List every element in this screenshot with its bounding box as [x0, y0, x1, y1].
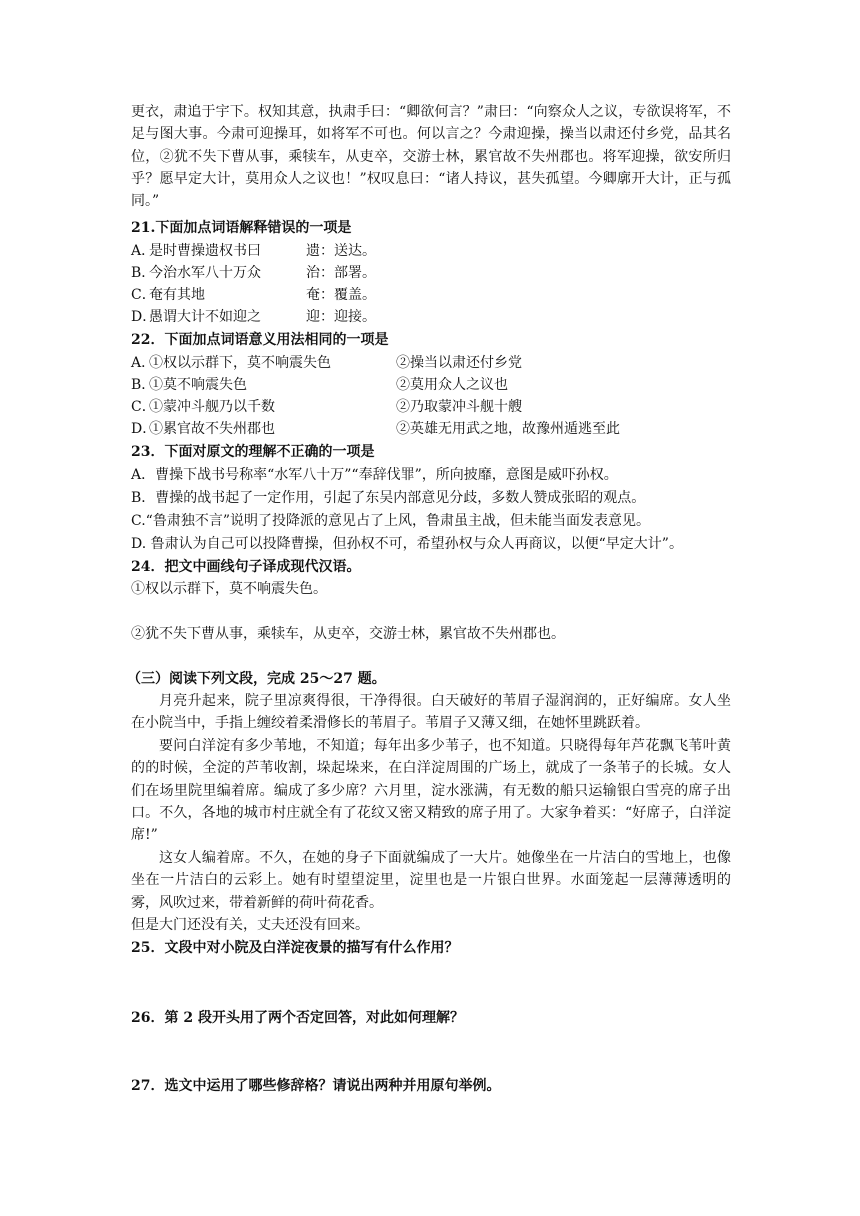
q23-option-c: C.“鲁肃独不言”说明了投降派的意见占了上风，鲁肃虽主战，但未能当面发表意见。 — [131, 513, 650, 529]
option-gloss: 遗：送达。 — [306, 243, 376, 259]
q21-option-b — [131, 262, 376, 284]
option-text: 愚谓大计不如迎之 — [149, 309, 261, 325]
section-3-paragraph-3: 这女人编着席。不久，在她的身子下面就编成了一大片。她像坐在一片洁白的雪地上，也像坐在一片洁白的云彩上。她有时望望淀里，淀里也是一片银白世界。水面笼起一层薄薄透明的雾，风吹过来，带着新鲜的荷叶荷花香。 — [131, 850, 731, 911]
option-letter: B． — [131, 377, 156, 393]
question-25: 25．文段中对小院及白洋淀夜景的描写有什么作用？ — [131, 940, 459, 956]
question-26: 26．第 2 段开头用了两个否定回答，对此如何理解？ — [131, 1010, 464, 1026]
question-27: 27．选文中运用了哪些修辞格？请说出两种并用原句举例。 — [131, 1078, 501, 1094]
q23-option-b: B．曹操的战书起了一定作用，引起了东吴内部意见分歧，多数人赞成张昭的观点。 — [131, 490, 646, 506]
option-text: 今治水军八十万众 — [149, 265, 261, 281]
option-left: ①蒙冲斗舰乃以千数 — [149, 399, 275, 415]
option-letter: D． — [131, 421, 157, 437]
question-23-title: 23．下面对原文的理解不正确的一项是 — [131, 444, 375, 460]
passage-paragraph: 更衣，肃追于宇下。权知其意，执肃手曰：“卿欲何言？”肃曰：“向察众人之议，专欲误将军，不足与图大事。今肃可迎操耳，如将军不可也。何以言之？今肃迎操，操当以肃还付乡党，品其名位，②犹不失下曹从事，乘犊车，从吏卒，交游士林，累官故不失州郡也。将军迎操，欲安所归乎？愿早定大计，莫用众人之议也！”权叹息曰：“诸人持议，甚失孤望。今卿廓开大计，正与孤同。” — [131, 104, 731, 210]
q24-sentence-1: ①权以示群下，莫不响震失色。 — [131, 581, 327, 597]
option-letter: C． — [131, 399, 156, 415]
q21-option-c — [131, 284, 376, 306]
option-left: ①莫不响震失色 — [149, 377, 247, 393]
option-right: ②操当以肃还付乡党 — [396, 355, 522, 371]
q22-option-c — [131, 396, 522, 418]
q22-option-a — [131, 352, 522, 374]
option-right: ②莫用众人之议也 — [396, 377, 508, 393]
section-3-title: （三）阅读下列文段，完成 25～27 题。 — [127, 671, 386, 687]
option-letter: C． — [131, 287, 156, 303]
option-gloss: 治：部署。 — [306, 265, 376, 281]
option-letter: D． — [131, 309, 157, 325]
q22-option-b — [131, 374, 508, 396]
q21-option-a — [131, 240, 376, 262]
option-gloss: 迎：迎接。 — [306, 309, 376, 325]
q24-sentence-2: ②犹不失下曹从事，乘犊车，从吏卒，交游士林，累官故不失州郡也。 — [131, 626, 565, 642]
option-text: 是时曹操遗权书曰 — [149, 243, 261, 259]
option-letter: A． — [131, 243, 156, 259]
question-22-title: 22．下面加点词语意义用法相同的一项是 — [131, 332, 389, 348]
option-left: ①累官故不失州郡也 — [149, 421, 275, 437]
option-letter: A． — [131, 355, 156, 371]
option-gloss: 奄：覆盖。 — [306, 287, 376, 303]
section-3-paragraph-4: 但是大门还没有关，丈夫还没有回来。 — [131, 917, 369, 933]
option-text: 奄有其地 — [149, 287, 205, 303]
q21-option-d — [131, 306, 376, 328]
option-left: ①权以示群下，莫不响震失色 — [149, 355, 331, 371]
question-24-title: 24．把文中画线句子译成现代汉语。 — [131, 559, 361, 575]
option-right: ②英雄无用武之地，故豫州遁逃至此 — [396, 421, 620, 437]
q23-option-a: A．曹操下战书号称率“水军八十万”“奉辞伐罪”，所向披靡，意图是威吓孙权。 — [131, 467, 618, 483]
section-3-paragraph-2: 要问白洋淀有多少苇地，不知道；每年出多少苇子，也不知道。只晓得每年芦花飘飞苇叶黄的的时候，全淀的芦苇收割，垛起垛来，在白洋淀周围的广场上，就成了一条苇子的长城。女人们在场里院里编着席。编成了多少席？六月里，淀水涨满，有无数的船只运输银白雪亮的席子出口。不久，各地的城市村庄就全有了花纹又密又精致的席子用了。大家争着买：“好席子，白洋淀席!” — [131, 738, 731, 844]
section-3-paragraph-1: 月亮升起来，院子里凉爽得很，干净得很。白天破好的苇眉子湿润润的，正好编席。女人坐在小院当中，手指上缠绞着柔滑修长的苇眉子。苇眉子又薄又细，在她怀里跳跃着。 — [131, 693, 731, 732]
question-21-title: 21.下面加点词语解释错误的一项是 — [131, 220, 352, 236]
option-letter: B． — [131, 265, 156, 281]
q23-option-d: D. 鲁肃认为自己可以投降曹操，但孙权不可，希望孙权与众人再商议，以便“早定大计”。 — [131, 536, 683, 552]
q22-option-d — [131, 418, 620, 440]
option-right: ②乃取蒙冲斗舰十艘 — [396, 399, 522, 415]
